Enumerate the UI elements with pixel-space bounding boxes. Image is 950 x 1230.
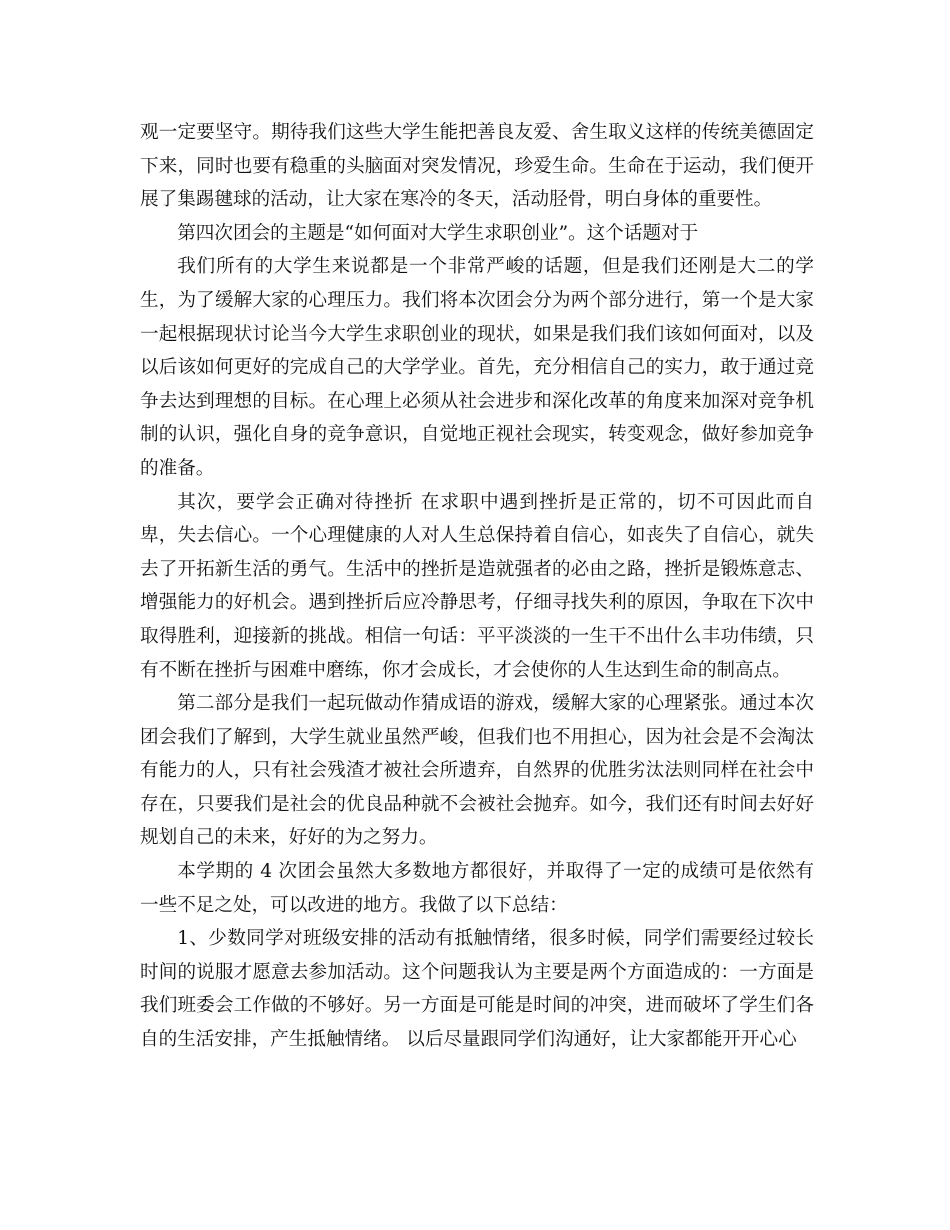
paragraph-3: 我们所有的大学生来说都是一个非常严峻的话题，但是我们还刚是大二的学生，为了缓解大家的心理压力。我们将本次团会分为两个部分进行，第一个是大家一起根据现状讨论当今大学生求职创业的现状，如果是我们我们该如何面对，以及以后该如何更好的完成自己的大学学业。首先，充分相信自己的实力，敢于通过竞争去达到理想的目标。在心理上必须从社会进步和深化改革的角度来加深对竞争机制的认识，强化自身的竞争意识，自觉地正视社会现实，转变观念，做好参加竞争的准备。 — [140, 256, 814, 479]
paragraph-7: 1、少数同学对班级安排的活动有抵触情绪，很多时候，同学们需要经过较长时间的说服才愿意去参加活动。这个问题我认为主要是两个方面造成的：一方面是我们班委会工作做的不够好。另一方面是可能是时间的冲突，进而破坏了学生们各自的生活安排，产生抵触情绪。 以后尽量跟同学们沟通好，让大家都能开开心心 — [140, 928, 814, 1051]
paragraph-4: 其次，要学会正确对待挫折 在求职中遇到挫折是正常的，切不可因此而自卑，失去信心。一个心理健康的人对人生总保持着自信心，如丧失了自信心，就失去了开拓新生活的勇气。生活中的挫折是造就强者的必由之路，挫折是锻炼意志、增强能力的好机会。遇到挫折后应冷静思考，仔细寻找失利的原因，争取在下次中取得胜利，迎接新的挑战。相信一句话：平平淡淡的一生干不出什么丰功伟绩，只有不断在挫折与困难中磨练，你才会成长，才会使你的人生达到生命的制高点。 — [140, 491, 814, 681]
paragraph-6: 本学期的 4 次团会虽然大多数地方都很好，并取得了一定的成绩可是依然有一些不足之处，可以改进的地方。我做了以下总结： — [140, 861, 814, 916]
paragraph-5: 第二部分是我们一起玩做动作猜成语的游戏，缓解大家的心理紧张。通过本次团会我们了解到，大学生就业虽然严峻，但我们也不用担心，因为社会是不会淘汰有能力的人，只有社会残渣才被社会所遗弃，自然界的优胜劣汰法则同样在社会中存在，只要我们是社会的优良品种就不会被社会抛弃。如今，我们还有时间去好好规划自己的未来，好好的为之努力。 — [140, 693, 814, 849]
paragraph-2: 第四次团会的主题是“如何面对大学生求职创业”。这个话题对于 — [177, 222, 699, 244]
paragraph-1: 观一定要坚守。期待我们这些大学生能把善良友爱、舍生取义这样的传统美德固定下来，同时也要有稳重的头脑面对突发情况，珍爱生命。生命在于运动，我们便开展了集踢毽球的活动，让大家在寒冷的冬天，活动胫骨，明白身体的重要性。 — [140, 122, 814, 211]
document-body — [140, 116, 814, 1057]
